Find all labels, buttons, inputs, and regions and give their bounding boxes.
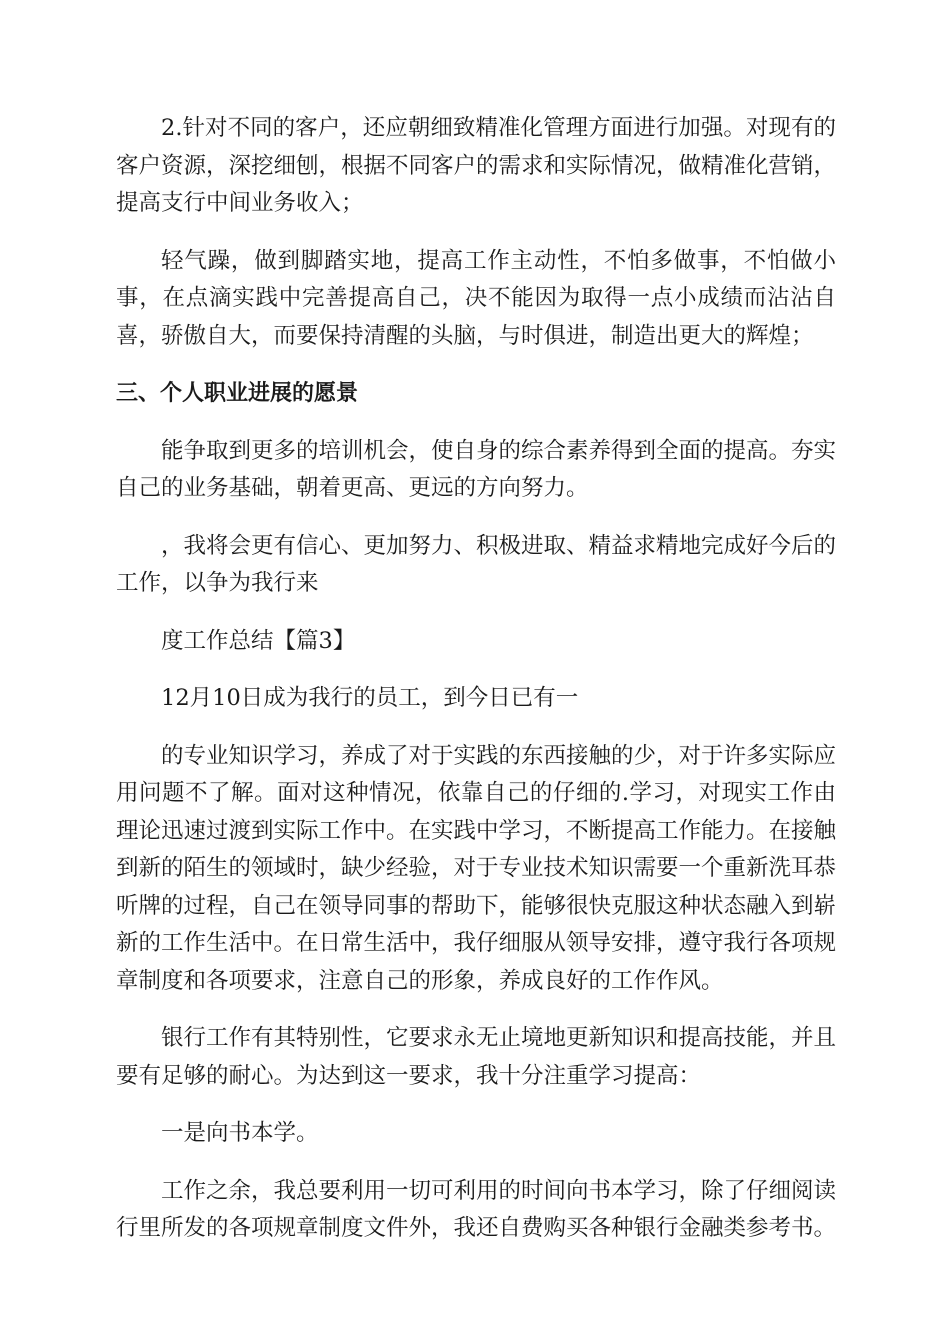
document-page [116,110,836,1268]
paragraph-5: 度工作总结【篇3】 [161,627,356,654]
paragraph-10: 工作之余，我总要利用一切可利用的时间向书本学习，除了仔细阅读行里所发的各项规章制度文件外，我还自费购买各种银行金融类参考书。 [116,1177,837,1241]
paragraph-9: 一是向书本学。 [161,1120,319,1146]
paragraph-8: 银行工作有其特别性，它要求永无止境地更新知识和提高技能，并且要有足够的耐心。为达到这一要求，我十分注重学习提高： [116,1025,837,1089]
section-heading: 三、个人职业进展的愿景 [116,381,359,406]
paragraph-2: 轻气躁，做到脚踏实地，提高工作主动性，不怕多做事，不怕做小事，在点滴实践中完善提高自己，决不能因为取得一点小成绩而沾沾自喜，骄傲自大，而要保持清醒的头脑，与时俱进，制造出更大的辉煌； [116,247,836,349]
paragraph-3: 能争取到更多的培训机会，使自身的综合素养得到全面的提高。夯实自己的业务基础，朝着更高、更远的方向努力。 [116,437,837,501]
paragraph-4: ，我将会更有信心、更加努力、积极进取、精益求精地完成好今后的工作，以争为我行来 [116,532,837,596]
paragraph-1: 2.针对不同的客户，还应朝细致精准化管理方面进行加强。对现有的客户资源，深挖细刨，根据不同客户的需求和实际情况，做精准化营销，提高支行中间业务收入； [116,115,837,216]
paragraph-6: 12月10日成为我行的员工，到今日已有一 [161,685,579,711]
paragraph-7: 的专业知识学习，养成了对于实践的东西接触的少，对于许多实际应用问题不了解。面对这种情况，依靠自己的仔细的.学习，对现实工作由理论迅速过渡到实际工作中。在实践中学习，不断提高工作能力。在接触到新的陌生的领域时，缺少经验，对于专业技术知识需要一个重新洗耳恭听牌的过程，自己在领导同事的帮助下，能够很快克服这种状态融入到崭新的工作生活中。在日常生活中，我仔细服从领导安排，遵守我行各项规章制度和各项要求，注意自己的形象，养成良好的工作作风。 [116,742,837,994]
